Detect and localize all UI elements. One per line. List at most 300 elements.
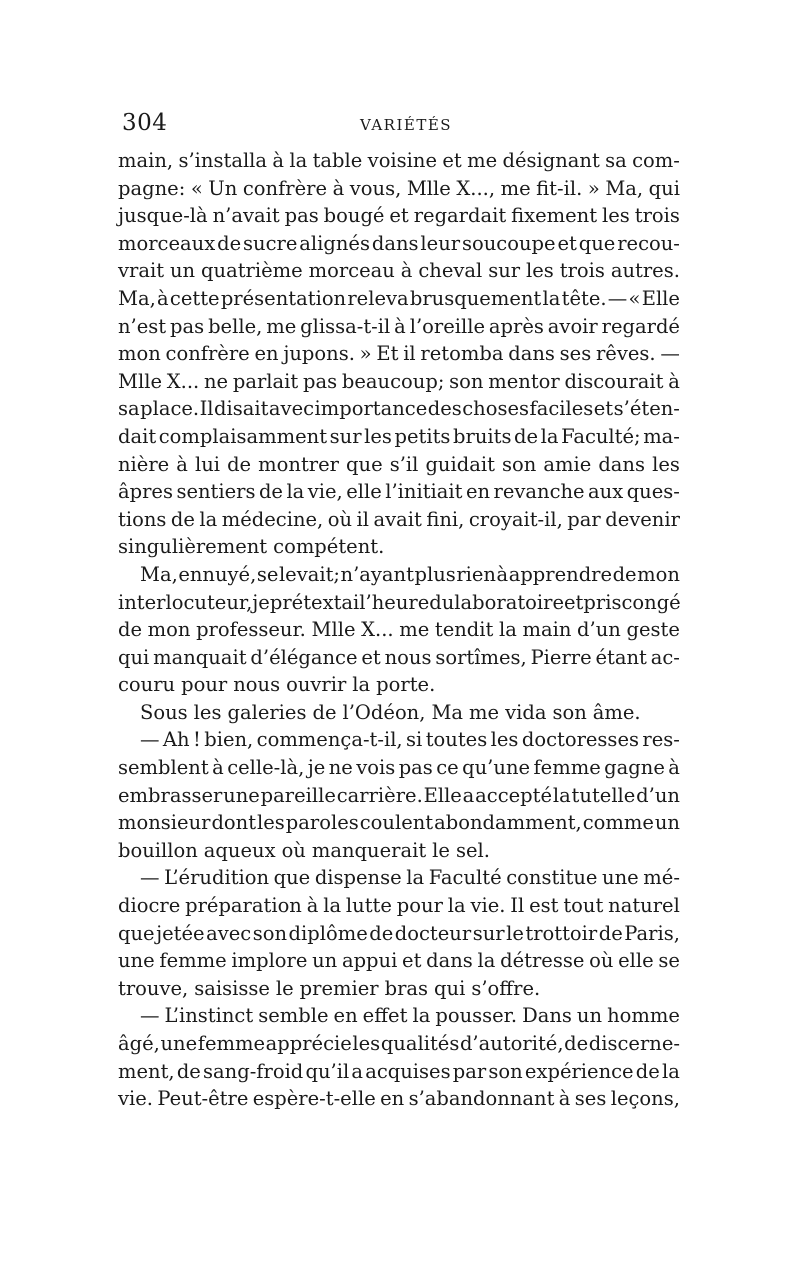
- word: retomba: [420, 342, 504, 366]
- word: dans: [371, 231, 419, 255]
- word: et: [402, 949, 422, 973]
- word: dans: [508, 342, 555, 366]
- word: d’un: [636, 783, 680, 807]
- word: une: [602, 866, 639, 890]
- word: un: [169, 259, 196, 283]
- word: toutes: [425, 728, 488, 752]
- text-line: [118, 1058, 680, 1086]
- word: la: [542, 286, 561, 310]
- word: la: [352, 673, 371, 697]
- word: trouve,: [118, 976, 189, 1000]
- word: pas: [303, 369, 338, 393]
- word: faciles: [529, 397, 594, 421]
- word: les: [602, 204, 630, 228]
- word: en: [254, 342, 279, 366]
- word: l’Odéon,: [342, 700, 426, 724]
- word: les: [193, 700, 222, 724]
- word: singulièrement: [118, 535, 268, 559]
- word: médecine,: [221, 507, 324, 531]
- word: guidait: [425, 452, 495, 476]
- word: discerne-: [588, 1032, 680, 1055]
- word: n’est: [118, 314, 167, 338]
- word: importance: [314, 397, 428, 421]
- word: monsieur: [118, 811, 211, 835]
- word: en: [380, 1087, 405, 1111]
- word: soucoupe: [461, 231, 556, 255]
- word: une: [160, 1032, 198, 1055]
- text-line: [118, 1002, 680, 1030]
- word: à: [332, 176, 345, 200]
- word: un: [312, 949, 338, 973]
- word: «: [190, 176, 203, 200]
- word: Elle: [423, 783, 462, 807]
- word: âme.: [592, 700, 641, 724]
- word: Mlle: [118, 369, 162, 393]
- word: Faculté: [428, 866, 502, 890]
- text-line: [118, 478, 680, 506]
- word: regardait: [413, 204, 507, 228]
- word: interlocuteur,: [118, 590, 253, 614]
- word: en: [333, 1004, 358, 1028]
- word: effet: [362, 1004, 408, 1028]
- word: doctoresses: [521, 728, 639, 752]
- word: s’éten-: [613, 397, 680, 421]
- word: brusquement: [409, 286, 542, 310]
- text-line: [118, 947, 680, 975]
- word: elle: [618, 949, 654, 973]
- word: voisine: [367, 149, 438, 172]
- text-line: [118, 671, 680, 699]
- word: croyait-il,: [468, 507, 563, 531]
- text-line: [118, 726, 680, 754]
- word: son: [449, 369, 484, 393]
- text-line: [118, 313, 680, 341]
- text-line: [118, 920, 680, 948]
- word: disait: [214, 397, 269, 421]
- word: releva: [347, 286, 409, 310]
- word: mon: [118, 342, 161, 366]
- word: il: [356, 507, 370, 531]
- word: diocre: [118, 894, 181, 918]
- word: parlait: [232, 369, 299, 393]
- word: l’oreille: [409, 314, 485, 338]
- word: fixement: [511, 204, 598, 228]
- word: vous,: [349, 176, 402, 200]
- word: trois: [634, 204, 680, 228]
- word: morceaux: [118, 231, 216, 255]
- text-line: [118, 616, 680, 644]
- word: sur: [329, 424, 362, 448]
- word: Ma: [431, 700, 464, 724]
- word: L’érudition: [164, 866, 270, 890]
- word: complaisamment: [158, 424, 328, 448]
- word: d’un: [577, 618, 621, 642]
- word: leçons,: [610, 1087, 680, 1111]
- word: commença-t-il,: [256, 728, 403, 752]
- word: Dans: [522, 1004, 572, 1028]
- word: ment,: [118, 1059, 175, 1083]
- word: son: [501, 452, 537, 476]
- word: Mlle: [406, 176, 451, 200]
- word: avec: [206, 921, 252, 945]
- word: gagne: [604, 756, 665, 780]
- word: fini,: [426, 507, 465, 531]
- word: la: [199, 507, 218, 531]
- word: «: [628, 286, 641, 310]
- word: femme: [533, 756, 601, 780]
- word: —: [140, 866, 160, 890]
- word: choses: [462, 397, 530, 421]
- word: bruits: [453, 424, 512, 448]
- word: apprendre: [508, 562, 613, 586]
- word: Un: [208, 176, 238, 200]
- word: de: [635, 1059, 660, 1083]
- word: dispense: [314, 866, 402, 890]
- word: saisisse: [194, 976, 270, 1000]
- word: de: [514, 424, 539, 448]
- text-line: [118, 451, 680, 479]
- word: et: [564, 590, 584, 614]
- word: sortîmes,: [435, 645, 527, 669]
- word: de: [598, 921, 623, 945]
- word: dans: [426, 949, 473, 973]
- word: pour: [396, 894, 443, 918]
- word: de: [176, 1059, 201, 1083]
- word: »: [587, 176, 600, 200]
- word: me: [467, 149, 498, 172]
- word: préparation: [185, 894, 302, 918]
- word: confrère: [242, 176, 328, 200]
- word: bras: [384, 976, 429, 1000]
- word: bien,: [204, 728, 254, 752]
- word: pousser.: [435, 1004, 518, 1028]
- word: mé-: [643, 866, 680, 890]
- word: du: [429, 590, 455, 614]
- word: les: [652, 452, 680, 476]
- word: par: [452, 1059, 487, 1083]
- word: rien: [456, 562, 496, 586]
- word: me: [500, 176, 531, 200]
- word: comme: [582, 811, 654, 835]
- word: Peut-être: [157, 1087, 249, 1111]
- word: recou-: [617, 231, 680, 255]
- word: premier: [299, 976, 379, 1000]
- word: n’avait: [212, 204, 280, 228]
- word: sa: [605, 149, 627, 172]
- word: à: [668, 756, 680, 780]
- word: sa: [118, 397, 140, 421]
- word: des: [427, 397, 462, 421]
- word: que: [273, 866, 311, 890]
- word: ne: [328, 756, 353, 780]
- word: jetée: [156, 921, 205, 945]
- word: ses: [559, 342, 592, 366]
- word: de: [312, 700, 337, 724]
- word: à: [212, 756, 224, 780]
- text-line: [118, 892, 680, 920]
- word: qui: [648, 176, 680, 200]
- word: regardé: [601, 314, 680, 338]
- word: Et: [376, 342, 399, 366]
- text-line: [118, 395, 680, 423]
- word: Paris,: [624, 921, 680, 945]
- word: s’il: [389, 452, 419, 476]
- word: un: [576, 1004, 603, 1028]
- word: montrer: [258, 452, 339, 476]
- word: manquait: [153, 645, 247, 669]
- word: professeur.: [196, 618, 306, 642]
- word: d’autorité,: [459, 1032, 564, 1055]
- word: trottoir: [525, 921, 598, 945]
- word: table: [312, 149, 363, 172]
- word: le: [432, 838, 450, 862]
- word: Pierre: [530, 645, 592, 669]
- word: un: [654, 811, 680, 835]
- word: sur: [488, 259, 521, 283]
- word: pas: [284, 204, 319, 228]
- word: âgé,: [118, 1032, 160, 1055]
- text-line: [118, 423, 680, 451]
- word: ce: [436, 756, 459, 780]
- word: avoir: [547, 314, 598, 338]
- word: cette: [169, 286, 220, 310]
- word: avec: [268, 397, 315, 421]
- word: une: [118, 949, 155, 973]
- word: Il: [510, 894, 525, 918]
- word: nous: [233, 673, 281, 697]
- word: qui: [118, 645, 150, 669]
- word: âpres: [118, 480, 173, 504]
- word: revanche: [493, 480, 585, 504]
- word: porte.: [376, 673, 436, 697]
- word: à: [176, 452, 188, 476]
- word: com-: [632, 149, 680, 172]
- word: détresse: [500, 949, 585, 973]
- word: accepté: [475, 783, 553, 807]
- word: les: [364, 424, 392, 448]
- word: main,: [118, 149, 174, 172]
- word: discourait: [564, 369, 664, 393]
- word: Mlle: [311, 618, 356, 642]
- word: tions: [118, 507, 167, 531]
- word: je: [252, 590, 270, 614]
- word: qualités: [380, 1032, 460, 1055]
- word: main: [522, 618, 572, 642]
- word: X...: [166, 369, 200, 393]
- word: la: [412, 1004, 431, 1028]
- word: étant: [595, 645, 647, 669]
- word: à: [668, 369, 680, 393]
- word: les: [257, 811, 285, 835]
- word: tout: [563, 894, 604, 918]
- word: l’heure: [359, 590, 430, 614]
- word: compétent.: [273, 535, 385, 559]
- word: me: [266, 314, 297, 338]
- word: abondamment,: [434, 811, 582, 835]
- word: vida: [505, 700, 547, 724]
- word: à: [496, 562, 509, 586]
- word: n’ayant: [340, 562, 414, 586]
- word: vie.: [470, 894, 506, 918]
- body-text: [118, 147, 680, 1113]
- text-line: [118, 175, 680, 203]
- word: acquises: [365, 1059, 451, 1083]
- word: galeries: [227, 700, 307, 724]
- word: cheval: [418, 259, 483, 283]
- word: L’instinct: [164, 1004, 254, 1028]
- word: la: [552, 783, 571, 807]
- word: en: [465, 480, 491, 504]
- word: et: [593, 397, 614, 421]
- word: plus: [414, 562, 456, 586]
- word: »: [359, 342, 372, 366]
- text-line: [118, 147, 680, 175]
- word: la: [323, 894, 342, 918]
- word: —: [140, 728, 160, 752]
- text-line: [118, 864, 680, 892]
- word: désignant: [502, 149, 600, 172]
- word: la: [406, 866, 425, 890]
- word: où: [327, 507, 353, 531]
- text-line: [118, 561, 680, 589]
- word: semble: [258, 1004, 329, 1028]
- word: avait: [373, 507, 422, 531]
- word: après: [488, 314, 544, 338]
- text-line: [118, 699, 680, 727]
- word: apprécie: [265, 1032, 352, 1055]
- word: place.: [140, 397, 200, 421]
- word: sentiers: [176, 480, 256, 504]
- word: sucre: [243, 231, 298, 255]
- word: les: [526, 259, 554, 283]
- word: la: [540, 424, 559, 448]
- word: son: [488, 1059, 523, 1083]
- text-line: [118, 589, 680, 617]
- word: sur: [472, 921, 505, 945]
- word: dont: [211, 811, 257, 835]
- word: ac-: [650, 645, 680, 669]
- word: et: [361, 645, 381, 669]
- word: à: [272, 149, 285, 172]
- word: par: [567, 507, 601, 531]
- word: son: [252, 921, 288, 945]
- word: et: [389, 204, 409, 228]
- word: pareille: [260, 783, 336, 807]
- word: confrère: [165, 342, 250, 366]
- word: fit-il.: [536, 176, 583, 200]
- word: pas: [398, 756, 433, 780]
- text-line: [118, 644, 680, 672]
- word: si: [406, 728, 423, 752]
- word: présentation: [220, 286, 347, 310]
- word: la: [477, 949, 496, 973]
- page-number: 304: [122, 110, 168, 136]
- word: X...,: [456, 176, 496, 200]
- word: femme: [159, 949, 227, 973]
- word: belle,: [208, 314, 263, 338]
- word: la: [499, 618, 517, 642]
- word: aux: [588, 480, 624, 504]
- word: me: [399, 618, 430, 642]
- word: s’offre.: [471, 976, 541, 1000]
- word: que: [118, 921, 155, 945]
- word: vrait: [118, 259, 165, 283]
- word: bouillon: [118, 838, 198, 862]
- text-line: [118, 202, 680, 230]
- text-line: [118, 809, 680, 837]
- word: ma-: [643, 424, 680, 448]
- word: tutelle: [571, 783, 636, 807]
- word: morceau: [308, 259, 395, 283]
- word: congé: [621, 590, 681, 614]
- word: s’installa: [178, 149, 268, 172]
- word: Ma,: [140, 562, 178, 586]
- word: qu’il: [305, 1059, 350, 1083]
- word: la: [447, 894, 466, 918]
- word: pris: [583, 590, 622, 614]
- word: X...: [361, 618, 394, 642]
- word: il: [403, 342, 416, 366]
- word: aqueux: [203, 838, 276, 862]
- word: expérience: [524, 1059, 634, 1083]
- word: les: [352, 1032, 381, 1055]
- running-title: VARIÉTÉS: [360, 116, 453, 134]
- word: ouvrir: [286, 673, 347, 697]
- text-line: [118, 257, 680, 285]
- word: à: [400, 259, 413, 283]
- word: rêves.: [595, 342, 656, 366]
- word: pas: [170, 314, 205, 338]
- word: de: [217, 231, 242, 255]
- word: celle-là,: [227, 756, 305, 780]
- word: alignés: [299, 231, 370, 255]
- word: est: [529, 894, 559, 918]
- word: a: [462, 783, 475, 807]
- word: vie,: [307, 480, 343, 504]
- word: carrière.: [336, 783, 423, 807]
- word: jusque-là: [118, 204, 208, 228]
- word: son: [552, 700, 587, 724]
- word: vie.: [118, 1087, 153, 1111]
- word: dans: [598, 452, 646, 476]
- word: pour: [181, 673, 228, 697]
- word: d’élégance: [250, 645, 358, 669]
- word: à: [157, 286, 169, 310]
- word: que: [346, 452, 383, 476]
- word: à: [306, 894, 319, 918]
- word: a: [351, 1059, 364, 1083]
- word: ennuyé,: [178, 562, 257, 586]
- word: la: [662, 1059, 680, 1083]
- word: et: [442, 149, 462, 172]
- text-line: [118, 340, 680, 368]
- word: semblent: [118, 756, 209, 780]
- word: res-: [642, 728, 680, 752]
- word: beaucoup;: [341, 369, 445, 393]
- word: appui: [341, 949, 398, 973]
- word: Faculté;: [561, 424, 641, 448]
- word: de: [170, 507, 195, 531]
- word: qui: [434, 976, 466, 1000]
- word: lutte: [345, 894, 392, 918]
- word: je: [307, 756, 326, 780]
- word: Ma,: [605, 176, 644, 200]
- running-head: [120, 110, 680, 140]
- text-line: [118, 754, 680, 782]
- word: les: [490, 728, 519, 752]
- word: implore: [231, 949, 308, 973]
- word: qu’une: [462, 756, 531, 780]
